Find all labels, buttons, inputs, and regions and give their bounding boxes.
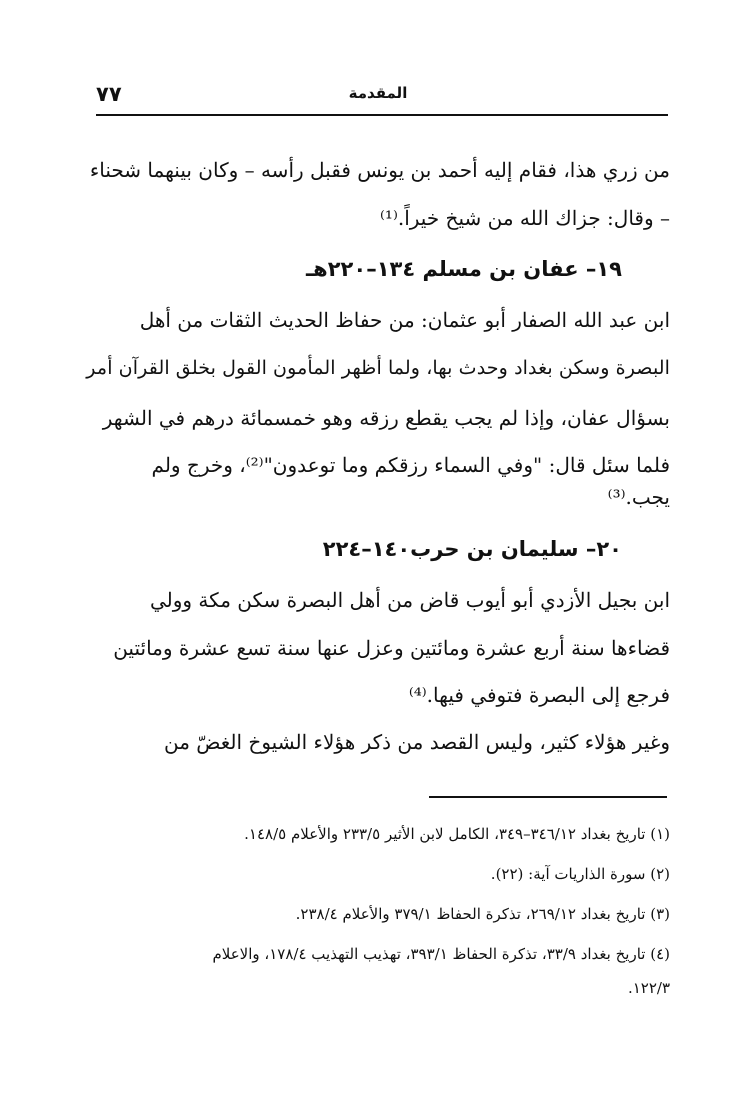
body-line: يجب.⁽³⁾ xyxy=(607,485,670,509)
footnote-rule xyxy=(429,796,667,798)
section-heading: ١٩– عفان بن مسلم ١٣٤–٢٢٠هـ xyxy=(305,257,622,281)
body-line: بسؤال عفان، وإذا لم يجب يقطع رزقه وهو خمسمائة درهم في الشهر xyxy=(102,406,670,430)
body-line: فلما سئل قال: "وفي السماء رزقكم وما توعدون"⁽²⁾، وخرج ولم xyxy=(151,453,670,477)
body-line: البصرة وسكن بغداد وحدث بها، ولما أظهر المأمون القول بخلق القرآن أمر xyxy=(86,356,670,379)
body-line: من زري هذا، فقام إليه أحمد بن يونس فقبل رأسه – وكان بينهما شحناء xyxy=(89,158,670,182)
body-line: ابن عبد الله الصفار أبو عثمان: من حفاظ الحديث الثقات من أهل xyxy=(139,308,670,332)
body-line: – وقال: جزاك الله من شيخ خيراً.⁽¹⁾ xyxy=(379,206,670,230)
page-number: ٧٧ xyxy=(96,82,122,106)
footnote: (٤) تاريخ بغداد ٣٣/٩، تذكرة الحفاظ ٣٩٣/١، تهذيب التهذيب ١٧٨/٤، والاعلام xyxy=(212,945,670,963)
body-line: وغير هؤلاء كثير، وليس القصد من ذكر هؤلاء الشيوخ الغضّ من xyxy=(163,730,670,754)
footnote: ١٢٢/٣. xyxy=(627,979,670,997)
header-rule xyxy=(96,114,668,116)
footnote: (١) تاريخ بغداد ٣٤٦/١٢–٣٤٩، الكامل لابن الأثير ٢٣٣/٥ والأعلام ١٤٨/٥. xyxy=(244,825,670,843)
footnote: (٢) سورة الذاريات آية: (٢٢). xyxy=(490,865,670,883)
body-line: ابن بجيل الأزدي أبو أيوب قاض من أهل البصرة سكن مكة وولي xyxy=(149,588,670,612)
section-heading: ٢٠– سليمان بن حرب١٤٠–٢٢٤ xyxy=(322,537,622,561)
footnote: (٣) تاريخ بغداد ٢٦٩/١٢، تذكرة الحفاظ ٣٧٩/١ والأعلام ٢٣٨/٤. xyxy=(295,905,670,923)
running-header-title: المقدمة xyxy=(348,84,408,102)
body-line: قضاءها سنة أربع عشرة ومائتين وعزل عنها سنة تسع عشرة ومائتين xyxy=(113,636,670,660)
body-line: فرجع إلى البصرة فتوفي فيها.⁽⁴⁾ xyxy=(408,683,670,707)
